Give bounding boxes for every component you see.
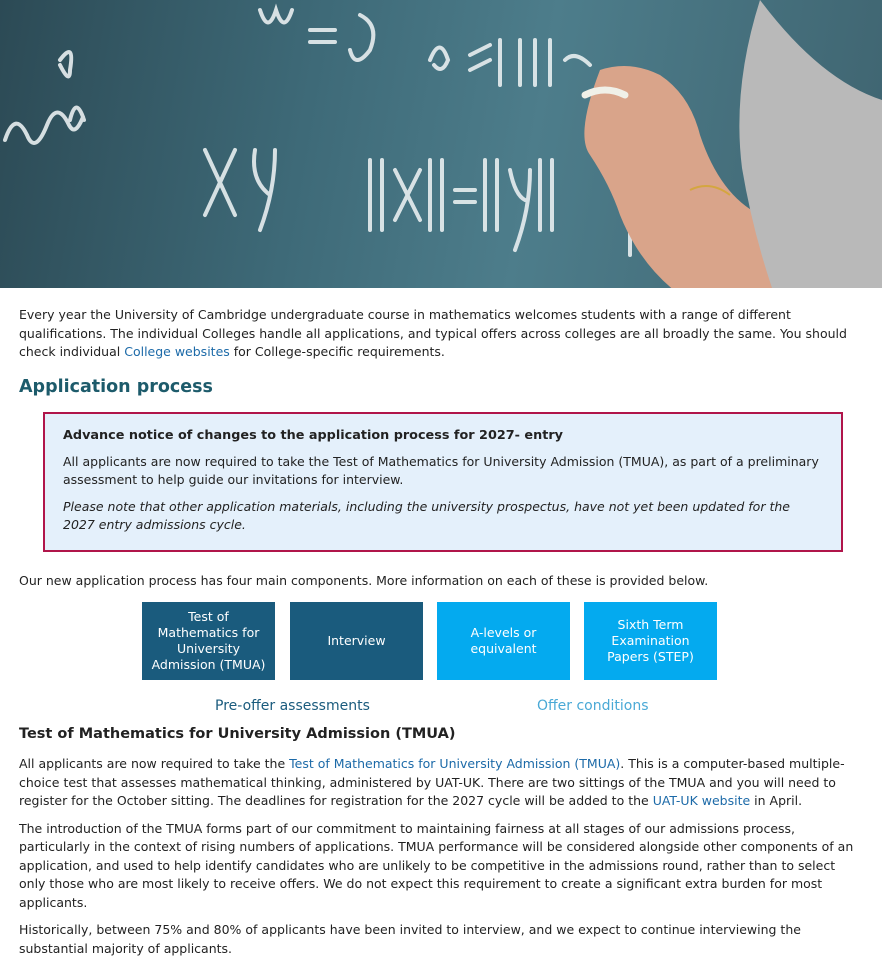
components-lead: Our new application process has four main components. More information on each of these is provided below. (19, 572, 709, 588)
step-a-levels-label: A-levels or equivalent (470, 625, 537, 656)
tmua-p1-mid: . This is a computer-based multiple-choice test that assesses mathematical thinking, administered by UAT-UK. There are two sittings of the TMUA and you will need to register for the October sitting. The deadlines for registration for the 2027 cycle will be added to the (19, 756, 845, 808)
step-step-papers-label: Sixth Term Examination Papers (STEP) (607, 617, 694, 664)
uat-uk-website-link[interactable]: UAT-UK website (652, 793, 751, 808)
tmua-p1-text: All applicants are now required to take the (19, 756, 290, 771)
notice-italic-note: Please note that other application materials, including the university prospectus, have not yet been updated for the 2027 entry admissions cycle. (63, 498, 790, 532)
step-step-papers[interactable] (584, 602, 717, 680)
notice-title: Advance notice of changes to the application process for 2027- entry (63, 427, 563, 443)
tmua-paragraph-1 (19, 755, 865, 811)
tmua-paragraph-3: Historically, between 75% and 80% of applicants have been invited to interview, and we expect to continue interviewing the substantial majority of applicants. (19, 922, 801, 956)
application-process-heading: Application process (19, 376, 213, 397)
intro-paragraph (19, 306, 865, 362)
main-content (19, 306, 865, 967)
step-interview-label: Interview (327, 633, 386, 648)
intro-text: Every year the University of Cambridge undergraduate course in mathematics welcomes students with a range of different qualifications. The individual Colleges handle all applications, and typical offers across colleges are all broadly the same. You should check individual (19, 307, 847, 359)
hero-image-chalkboard (0, 0, 882, 288)
step-a-levels[interactable] (437, 602, 570, 680)
notice-body: All applicants are now required to take the Test of Mathematics for University Admission (TMUA), as part of a preliminary assessment to help guide our invitations for interview. (63, 453, 819, 487)
tmua-link[interactable]: Test of Mathematics for University Admission (TMUA) (289, 756, 621, 771)
step-tmua[interactable] (142, 602, 275, 680)
step-interview[interactable] (290, 602, 423, 680)
tmua-p1-end: in April. (750, 793, 803, 808)
college-websites-link[interactable]: College websites (124, 344, 230, 359)
tmua-heading: Test of Mathematics for University Admission (TMUA) (19, 726, 456, 742)
chalkboard-illustration (0, 0, 882, 288)
pre-offer-assessments-label: Pre-offer assessments (215, 698, 370, 714)
tmua-paragraph-2: The introduction of the TMUA forms part of our commitment to maintaining fairness at all stages of our admissions process, particularly in the context of rising numbers of applications. TMUA performance will be considered alongside other components of an application, and used to help identify candidates who are unlikely to be competitive in the admissions round, rather than to select only those who are most likely to receive offers. We do not expect this requirement to create a significant extra burden for most applicants. (19, 820, 854, 910)
advance-notice-box (43, 412, 843, 552)
offer-conditions-label: Offer conditions (537, 698, 649, 714)
intro-text-end: for College-specific requirements. (229, 344, 445, 359)
step-tmua-label: Test of Mathematics for University Admission (TMUA) (151, 609, 266, 672)
process-components (19, 602, 865, 724)
